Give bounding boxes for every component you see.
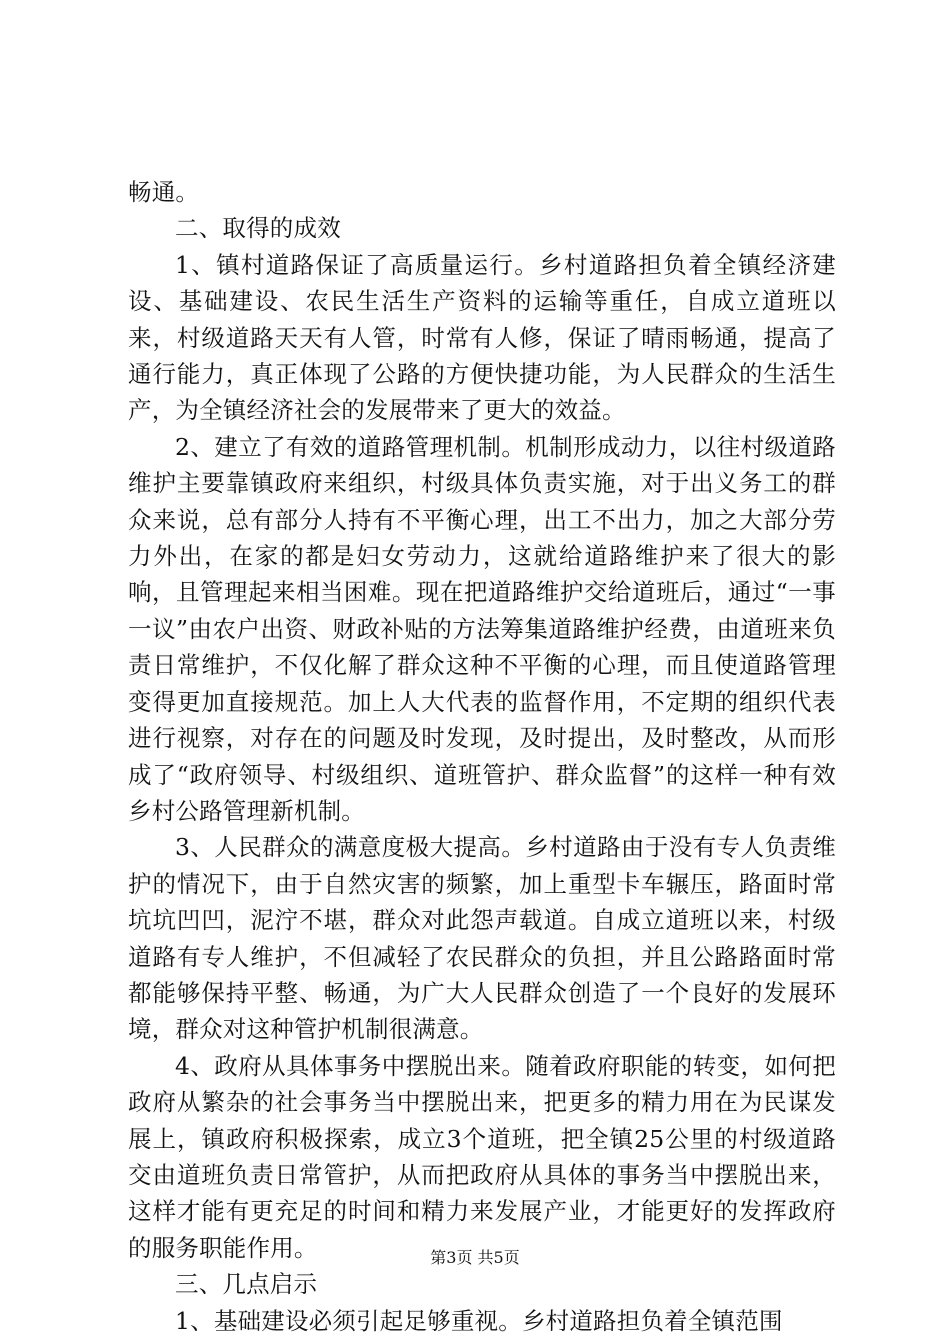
page-number-footer: 第3页 共5页 <box>430 1248 520 1267</box>
section-heading-achievements: 二、取得的成效 <box>175 214 341 243</box>
paragraph-achievement-1: 1、镇村道路保证了高质量运行。乡村道路担负着全镇经济建设、基础建设、农民生活生产资料的运输等重任，自成立道班以来，村级道路天天有人管，时常有人修，保证了晴雨畅通，提高了通行能力，真正体现了公路的方便快捷功能，为人民群众的生活生产，为全镇经济社会的发展带来了更大的效益。 <box>128 250 836 425</box>
document-body <box>128 174 836 1339</box>
paragraph-achievement-2: 2、建立了有效的道路管理机制。机制形成动力，以往村级道路维护主要靠镇政府来组织，村级具体负责实施，对于出义务工的群众来说，总有部分人持有不平衡心理，出工不出力，加之大部分劳力外出，在家的都是妇女劳动力，这就给道路维护来了很大的影响，且管理起来相当困难。现在把道路维护交给道班后，通过“一事一议”由农户出资、财政补贴的方法筹集道路维护经费，由道班来负责日常维护，不仅化解了群众这种不平衡的心理，而且使道路管理变得更加直接规范。加上人大代表的监督作用，不定期的组织代表进行视察，对存在的问题及时发现，及时提出，及时整改，从而形成了“政府领导、村级组织、道班管护、群众监督”的这样一种有效乡村公路管理新机制。 <box>128 432 836 825</box>
section-heading-insights: 三、几点启示 <box>175 1270 318 1299</box>
paragraph-insight-1: 1、基础建设必须引起足够重视。乡村道路担负着全镇范围 <box>175 1306 783 1335</box>
paragraph-achievement-3: 3、人民群众的满意度极大提高。乡村道路由于没有专人负责维护的情况下，由于自然灾害的频繁，加上重型卡车辗压，路面时常坑坑凹凹，泥泞不堪，群众对此怨声载道。自成立道班以来，村级道路有专人维护，不但减轻了农民群众的负担，并且公路路面时常都能够保持平整、畅通，为广大人民群众创造了一个良好的发展环境，群众对这种管护机制很满意。 <box>128 833 836 1044</box>
paragraph-achievement-4: 4、政府从具体事务中摆脱出来。随着政府职能的转变，如何把政府从繁杂的社会事务当中摆脱出来，把更多的精力用在为民谋发展上，镇政府积极探索，成立3个道班，把全镇25公里的村级道路交由道班负责日常管护，从而把政府从具体的事务当中摆脱出来，这样才能有更充足的时间和精力来发展产业，才能更好的发挥政府的服务职能作用。 <box>128 1051 836 1262</box>
paragraph-continuation: 畅通。 <box>128 178 200 206</box>
